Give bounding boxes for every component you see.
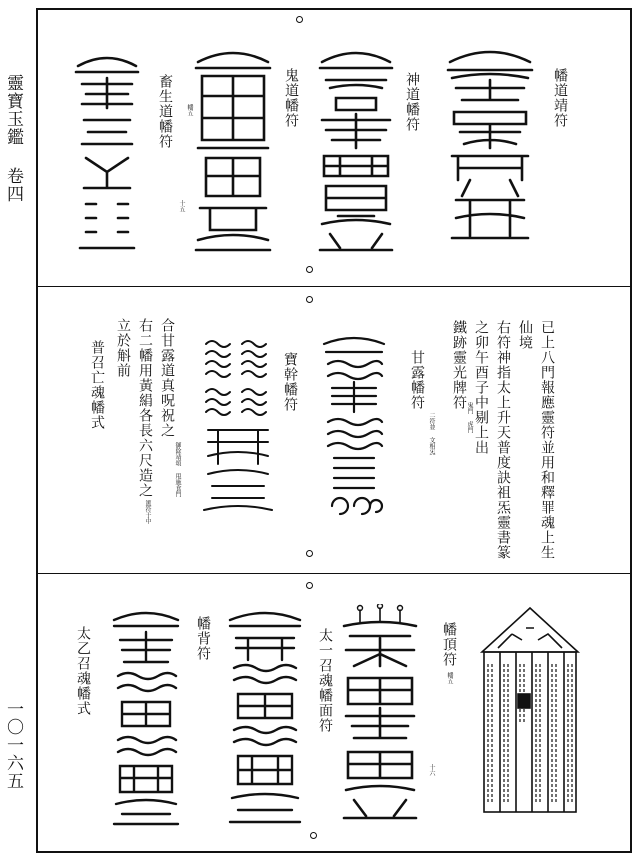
binding-hole [306, 266, 313, 273]
binding-hole [306, 296, 313, 303]
talisman-label: 幡背符 [195, 616, 211, 661]
talisman-taiyi-banner [110, 606, 182, 830]
talisman-note: 幡五 [446, 672, 453, 684]
talisman-banner-back [226, 606, 304, 830]
talisman-seal-4 [72, 48, 142, 256]
text-note: 二符並 文相炁 [428, 412, 435, 455]
text-column: 寶幹幡符 [282, 352, 298, 412]
talisman-baogan [198, 334, 278, 524]
text-column: 鐵跡靈光牌符 [451, 320, 467, 410]
binding-hole [306, 550, 313, 557]
binding-hole [306, 582, 313, 589]
talisman-note: 十六 [428, 764, 435, 776]
book-title: 靈寶玉鑑 卷四 [3, 74, 23, 203]
text-column: 右符神指太上升天普度訣祖炁靈書篆 [495, 320, 511, 560]
talisman-label: 畜生道幡符 [157, 74, 173, 149]
text-column: 已上八門報應靈符並用和釋罪魂上生 [539, 320, 555, 560]
text-column: 普召亡魂幡式 [89, 340, 105, 430]
talisman-label: 幡頂符 [441, 622, 457, 667]
talisman-seal-3 [192, 44, 274, 256]
talisman-label: 鬼道幡符 [283, 68, 299, 128]
talisman-taiyi-face [340, 604, 420, 828]
text-column: 之卯午酉子中剔上出 [473, 320, 489, 455]
talisman-label: 神道幡符 [404, 72, 420, 132]
text-column: 仙境 [517, 320, 533, 350]
text-note: 御除靖頌 甩施食門 [174, 442, 181, 497]
text-column: 甘露幡符 [409, 350, 425, 410]
talisman-label: 太乙召魂幡式 [75, 626, 91, 716]
text-note: 簠符于中 [144, 500, 151, 524]
talisman-note: 幡五 [186, 104, 193, 116]
text-column: 立於斛前 [115, 318, 131, 378]
panel-divider-bottom [36, 573, 632, 574]
talisman-label: 太一召魂幡面符 [317, 628, 333, 733]
binding-hole [296, 16, 303, 23]
talisman-seal-2 [316, 44, 396, 256]
talisman-ganlu [318, 330, 390, 530]
talisman-label: 幡道靖符 [552, 68, 568, 128]
banner-diagram [478, 604, 582, 818]
text-column: 右二幡用黃絹各長六尺造之 [137, 318, 153, 498]
page-number: 一〇一六五 [3, 700, 23, 790]
panel-divider-top [36, 286, 632, 287]
talisman-seal-1 [440, 40, 540, 245]
binding-hole [310, 832, 317, 839]
text-column: 合甘露道真呪祝之 [159, 318, 175, 438]
talisman-note: 十五 [178, 200, 185, 212]
text-note: 鬼門 虎門 [466, 402, 473, 433]
